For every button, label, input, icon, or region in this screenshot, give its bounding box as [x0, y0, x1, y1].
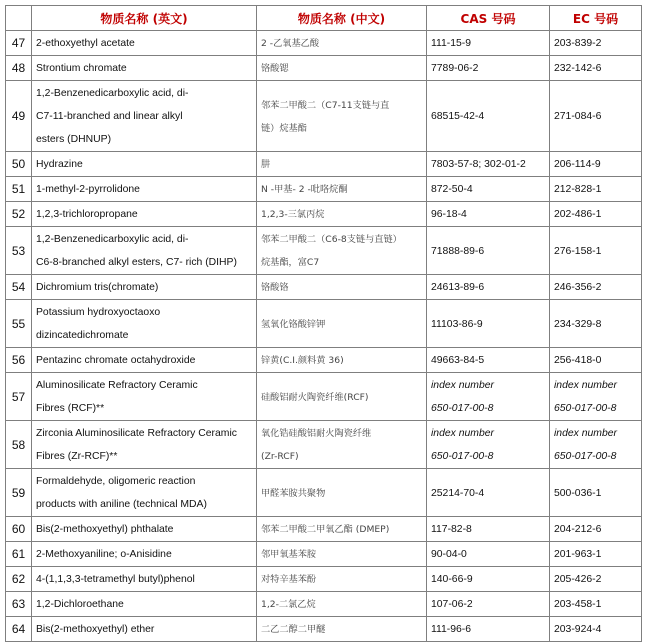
cell-name-chinese-line: 氧化锆硅酸铝耐火陶瓷纤维 — [261, 428, 372, 439]
cell-cas-number — [427, 421, 550, 469]
cell-ec-number-line: 276-158-1 — [554, 245, 602, 257]
cell-name-chinese-line: 烷基酯，富C7 — [261, 257, 320, 268]
cell-name-chinese-line: 对特辛基苯酚 — [261, 574, 317, 585]
cell-ec-number-line: 202-486-1 — [554, 209, 602, 220]
cell-name-english-line: Strontium chromate — [36, 63, 127, 74]
cell-cas-number — [427, 592, 550, 617]
cell-row-number: 59 — [6, 469, 32, 517]
cell-row-number: 53 — [6, 227, 32, 275]
cell-cas-number-line: index number — [431, 428, 494, 439]
cell-name-english-line: 1,2-Benzenedicarboxylic acid, di- — [36, 88, 189, 99]
cell-cas-number — [427, 469, 550, 517]
cell-ec-number-line: 203-839-2 — [554, 38, 602, 49]
cell-name-english — [32, 31, 257, 56]
cell-name-english-line: 2-ethoxyethyl acetate — [36, 38, 135, 49]
cell-name-chinese-line: 链）烷基酯 — [261, 122, 307, 134]
cell-name-chinese — [257, 227, 427, 275]
cell-name-english-line: Fibres (RCF)** — [36, 403, 105, 414]
cell-ec-number-line: 205-426-2 — [554, 574, 602, 585]
cell-name-english-line: 1-methyl-2-pyrrolidone — [36, 184, 140, 195]
cell-name-chinese — [257, 81, 427, 152]
cell-cas-number — [427, 567, 550, 592]
table-row — [6, 227, 642, 275]
cell-name-chinese-line: 铬酸铬 — [261, 282, 289, 293]
table-header-row — [6, 6, 642, 31]
cell-cas-number-line: 24613-89-6 — [431, 282, 485, 293]
cell-name-english — [32, 56, 257, 81]
cell-ec-number — [550, 56, 642, 81]
cell-name-chinese-line: 邻苯二甲酸二甲氧乙酯 (DMEP) — [261, 524, 390, 535]
cell-cas-number-line: 11103-86-9 — [431, 318, 483, 330]
cell-row-number: 62 — [6, 567, 32, 592]
cell-name-chinese — [257, 517, 427, 542]
cell-ec-number-line: 234-329-8 — [554, 318, 602, 330]
cell-name-english — [32, 469, 257, 517]
cell-name-chinese — [257, 202, 427, 227]
cell-row-number: 56 — [6, 348, 32, 373]
cell-row-number: 55 — [6, 300, 32, 348]
table-row — [6, 177, 642, 202]
cell-name-english — [32, 592, 257, 617]
cell-cas-number-line: 117-82-8 — [431, 524, 472, 535]
cell-row-number: 63 — [6, 592, 32, 617]
cell-ec-number — [550, 300, 642, 348]
cell-cas-number-line: 68515-42-4 — [431, 111, 485, 122]
cell-name-chinese — [257, 421, 427, 469]
cell-cas-number — [427, 300, 550, 348]
cell-name-chinese-line: 硅酸铝耐火陶瓷纤维(RCF) — [261, 391, 369, 403]
cell-name-english — [32, 348, 257, 373]
cell-name-english — [32, 275, 257, 300]
cell-row-number: 57 — [6, 373, 32, 421]
cell-cas-number-line: 650-017-00-8 — [431, 451, 494, 462]
cell-name-english — [32, 373, 257, 421]
cell-ec-number-line: 204-212-6 — [554, 524, 602, 535]
cell-name-english — [32, 227, 257, 275]
header-name-chinese: 物质名称 (中文) — [257, 6, 427, 31]
table-row — [6, 567, 642, 592]
table-row — [6, 31, 642, 56]
cell-cas-number-line: index number — [431, 380, 494, 391]
cell-name-chinese — [257, 348, 427, 373]
cell-ec-number — [550, 31, 642, 56]
cell-cas-number-line: 25214-70-4 — [431, 487, 485, 499]
cell-name-english — [32, 617, 257, 642]
cell-name-english — [32, 542, 257, 567]
cell-cas-number-line: 107-06-2 — [431, 599, 473, 610]
cell-ec-number — [550, 348, 642, 373]
cell-ec-number-line: 206-114-9 — [554, 159, 601, 170]
table-row — [6, 617, 642, 642]
cell-name-chinese — [257, 275, 427, 300]
cell-ec-number — [550, 592, 642, 617]
table-row — [6, 592, 642, 617]
cell-ec-number — [550, 227, 642, 275]
cell-cas-number-line: 49663-84-5 — [431, 355, 485, 366]
substance-table-container — [5, 5, 642, 642]
cell-cas-number-line: 140-66-9 — [431, 574, 473, 585]
cell-name-chinese — [257, 152, 427, 177]
cell-cas-number-line: 872-50-4 — [431, 184, 473, 195]
header-name-english: 物质名称 (英文) — [32, 6, 257, 31]
cell-name-chinese-line: 氢氧化铬酸锌钾 — [261, 318, 326, 330]
table-body — [6, 31, 642, 642]
table-row — [6, 542, 642, 567]
cell-name-chinese — [257, 300, 427, 348]
cell-row-number: 58 — [6, 421, 32, 469]
cell-row-number: 51 — [6, 177, 32, 202]
table-row — [6, 300, 642, 348]
cell-name-english-line: Bis(2-methoxyethyl) ether — [36, 624, 155, 635]
cell-name-chinese — [257, 542, 427, 567]
cell-ec-number-line: 256-418-0 — [554, 355, 602, 366]
cell-name-english-line: Fibres (Zr-RCF)** — [36, 451, 118, 462]
cell-ec-number-line: 212-828-1 — [554, 184, 602, 195]
cell-cas-number-line: 650-017-00-8 — [431, 403, 494, 414]
cell-ec-number-line: index number — [554, 428, 617, 439]
cell-name-chinese — [257, 567, 427, 592]
cell-name-chinese-line: 邻苯二甲酸二（C7-11支链与直 — [261, 99, 390, 111]
cell-row-number: 54 — [6, 275, 32, 300]
cell-ec-number-line: 500-036-1 — [554, 487, 602, 499]
cell-row-number: 61 — [6, 542, 32, 567]
cell-name-chinese — [257, 56, 427, 81]
cell-name-english-line: 2-Methoxyaniline; o-Anisidine — [36, 549, 172, 560]
cell-cas-number-line: 7803-57-8; 302-01-2 — [431, 159, 526, 170]
cell-cas-number-line: 7789-06-2 — [431, 63, 479, 74]
cell-cas-number — [427, 348, 550, 373]
cell-cas-number-line: 111-96-6 — [431, 624, 472, 635]
table-row — [6, 56, 642, 81]
table-row — [6, 152, 642, 177]
cell-name-english — [32, 177, 257, 202]
cell-cas-number-line: 90-04-0 — [431, 549, 467, 560]
cell-cas-number — [427, 56, 550, 81]
cell-name-english-line: C7-11-branched and linear alkyl — [36, 111, 183, 122]
cell-row-number: 64 — [6, 617, 32, 642]
cell-ec-number — [550, 469, 642, 517]
cell-ec-number-line: 203-458-1 — [554, 599, 602, 610]
cell-cas-number-line: 71888-89-6 — [431, 245, 485, 257]
cell-row-number: 49 — [6, 81, 32, 152]
cell-cas-number — [427, 202, 550, 227]
table-row — [6, 421, 642, 469]
cell-row-number: 50 — [6, 152, 32, 177]
cell-name-english — [32, 81, 257, 152]
cell-name-english-line: 1,2-Benzenedicarboxylic acid, di- — [36, 234, 189, 245]
cell-ec-number-line: 246-356-2 — [554, 282, 602, 293]
cell-name-english-line: Hydrazine — [36, 159, 83, 170]
cell-ec-number-line: 232-142-6 — [554, 63, 602, 74]
cell-name-chinese — [257, 469, 427, 517]
cell-ec-number — [550, 517, 642, 542]
cell-row-number: 52 — [6, 202, 32, 227]
cell-name-english — [32, 152, 257, 177]
header-ec-number: EC 号码 — [550, 6, 642, 31]
cell-name-english-line: Dichromium tris(chromate) — [36, 282, 159, 293]
cell-name-chinese-line: 2 -乙氧基乙酸 — [261, 38, 320, 49]
cell-cas-number — [427, 275, 550, 300]
cell-name-chinese-line: 1,2-二氯乙烷 — [261, 599, 316, 610]
cell-name-chinese-line: 邻甲氧基苯胺 — [261, 549, 317, 560]
cell-name-english — [32, 421, 257, 469]
cell-cas-number — [427, 81, 550, 152]
cell-ec-number — [550, 421, 642, 469]
cell-ec-number-line: 201-963-1 — [554, 549, 602, 560]
cell-cas-number — [427, 373, 550, 421]
cell-name-chinese-line: 肼 — [261, 159, 271, 170]
cell-name-chinese — [257, 592, 427, 617]
table-row — [6, 202, 642, 227]
cell-name-chinese-line: 1,2,3-三氯丙烷 — [261, 209, 325, 220]
cell-name-english-line: dizincatedichromate — [36, 330, 129, 341]
cell-ec-number-line: index number — [554, 380, 617, 391]
cell-name-english-line: Potassium hydroxyoctaoxo — [36, 307, 161, 318]
cell-name-english-line: products with aniline (technical MDA) — [36, 499, 207, 510]
cell-name-chinese-line: 锌黄(C.I.颜料黄 36) — [261, 355, 344, 366]
cell-name-english-line: esters (DHNUP) — [36, 134, 112, 145]
cell-name-chinese-line: (Zr-RCF) — [261, 451, 299, 462]
cell-ec-number-line: 650-017-00-8 — [554, 451, 617, 462]
cell-name-english-line: Aluminosilicate Refractory Ceramic — [36, 380, 198, 391]
cell-cas-number — [427, 227, 550, 275]
cell-name-english-line: Pentazinc chromate octahydroxide — [36, 355, 196, 366]
cell-name-english-line: C6-8-branched alkyl esters, C7- rich (DIHP) — [36, 257, 237, 268]
cell-name-chinese — [257, 373, 427, 421]
table-row — [6, 469, 642, 517]
substance-table — [5, 5, 642, 642]
cell-ec-number — [550, 542, 642, 567]
cell-name-chinese-line: 铬酸锶 — [261, 63, 289, 74]
table-row — [6, 517, 642, 542]
cell-ec-number-line: 650-017-00-8 — [554, 403, 617, 414]
cell-name-english — [32, 202, 257, 227]
cell-ec-number — [550, 373, 642, 421]
cell-name-english — [32, 300, 257, 348]
cell-ec-number — [550, 152, 642, 177]
cell-ec-number — [550, 617, 642, 642]
cell-cas-number-line: 96-18-4 — [431, 209, 467, 220]
cell-name-english — [32, 567, 257, 592]
cell-name-chinese-line: 二乙二醇二甲醚 — [261, 624, 326, 635]
cell-ec-number-line: 203-924-4 — [554, 624, 602, 635]
cell-name-chinese-line: 邻苯二甲酸二（C6-8支链与直链） — [261, 234, 402, 245]
table-row — [6, 81, 642, 152]
cell-ec-number — [550, 177, 642, 202]
cell-ec-number — [550, 567, 642, 592]
cell-row-number: 60 — [6, 517, 32, 542]
cell-row-number: 48 — [6, 56, 32, 81]
cell-name-chinese — [257, 617, 427, 642]
cell-name-english-line: 1,2,3-trichloropropane — [36, 209, 138, 220]
cell-cas-number — [427, 177, 550, 202]
cell-row-number: 47 — [6, 31, 32, 56]
cell-ec-number — [550, 81, 642, 152]
cell-ec-number — [550, 202, 642, 227]
table-row — [6, 348, 642, 373]
cell-ec-number — [550, 275, 642, 300]
table-row — [6, 275, 642, 300]
cell-cas-number — [427, 542, 550, 567]
cell-name-chinese — [257, 177, 427, 202]
cell-name-english-line: 1,2-Dichloroethane — [36, 599, 124, 610]
cell-name-english-line: Zirconia Aluminosilicate Refractory Ceramic — [36, 428, 237, 439]
header-number — [6, 6, 32, 31]
cell-cas-number — [427, 517, 550, 542]
cell-name-chinese-line: 甲醛苯胺共聚物 — [261, 487, 326, 499]
cell-name-english — [32, 517, 257, 542]
cell-name-english-line: 4-(1,1,3,3-tetramethyl butyl)phenol — [36, 574, 195, 585]
cell-name-english-line: Bis(2-methoxyethyl) phthalate — [36, 524, 174, 535]
table-row — [6, 373, 642, 421]
cell-name-chinese-line: N -甲基- 2 -吡咯烷酮 — [261, 184, 348, 195]
cell-name-english-line: Formaldehyde, oligomeric reaction — [36, 476, 196, 487]
cell-cas-number — [427, 31, 550, 56]
cell-name-chinese — [257, 31, 427, 56]
cell-ec-number-line: 271-084-6 — [554, 111, 602, 122]
cell-cas-number — [427, 617, 550, 642]
cell-cas-number-line: 111-15-9 — [431, 38, 472, 49]
header-cas-number: CAS 号码 — [427, 6, 550, 31]
cell-cas-number — [427, 152, 550, 177]
